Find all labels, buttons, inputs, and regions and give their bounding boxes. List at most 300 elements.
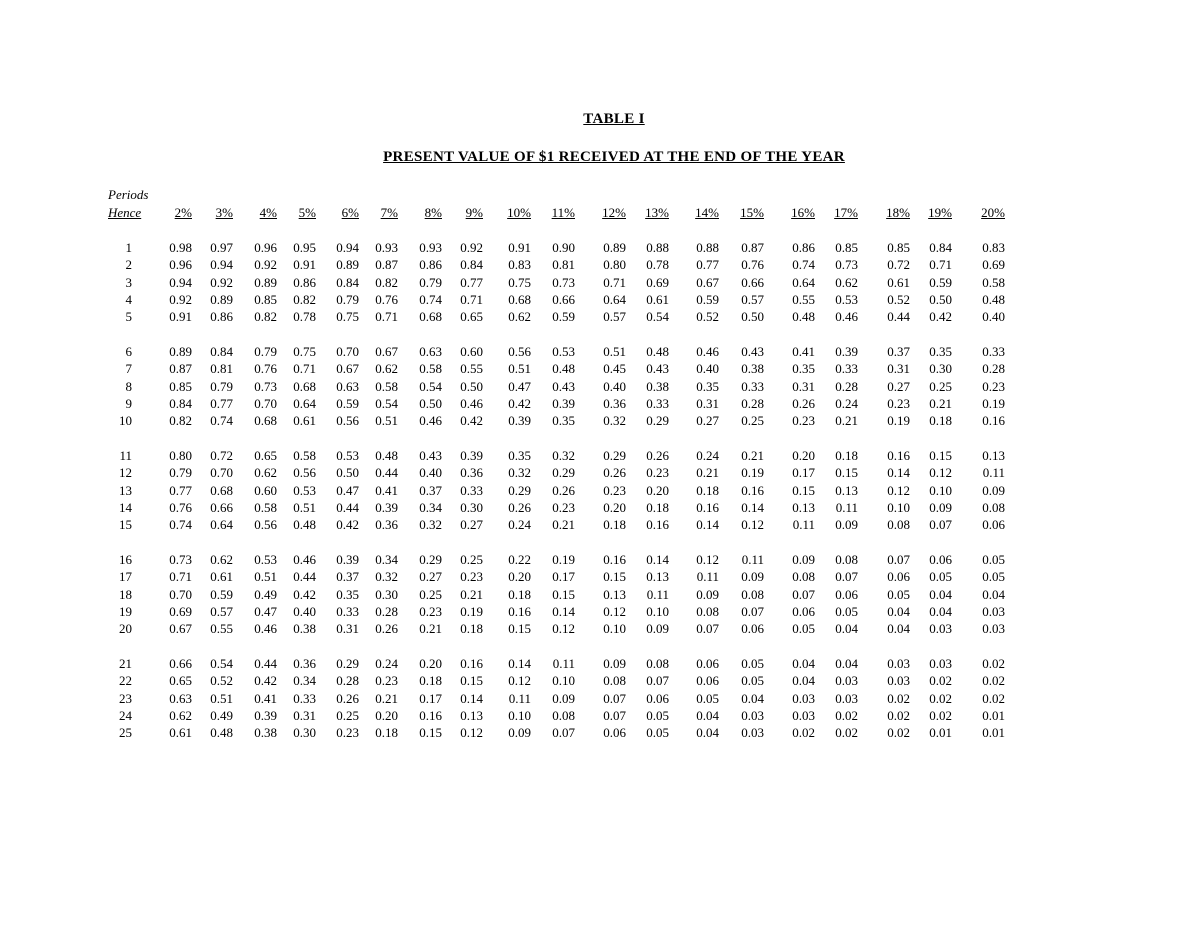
table-cell: 0.39	[508, 413, 531, 429]
table-cell: 0.04	[835, 621, 858, 637]
table-cell: 0.88	[646, 240, 669, 255]
table-cell: 0.04	[982, 586, 1005, 602]
table-cell: 0.57	[210, 603, 233, 619]
table-cell: 0.32	[508, 465, 531, 481]
table-cell: 0.39	[336, 552, 359, 567]
table-cell: 0.28	[982, 361, 1005, 377]
table-cell: 0.35	[336, 586, 359, 602]
period-number: 4	[125, 291, 132, 307]
table-cell: 0.80	[603, 257, 626, 273]
table-cell: 0.71	[169, 569, 192, 585]
table-cell: 0.58	[375, 378, 398, 394]
table-cell: 0.37	[419, 482, 442, 498]
table-cell: 0.43	[646, 361, 669, 377]
table-cell: 0.15	[603, 569, 626, 585]
period-number: 22	[119, 673, 132, 689]
table-cell: 0.07	[552, 725, 575, 741]
period-number: 16	[119, 552, 132, 567]
table-cell: 0.40	[419, 465, 442, 481]
table-cell: 0.21	[741, 448, 764, 463]
table-cell: 0.06	[603, 725, 626, 741]
table-cell: 0.75	[508, 274, 531, 290]
table-cell: 0.86	[792, 240, 815, 255]
table-cell: 0.16	[887, 448, 910, 463]
table-cell: 0.36	[460, 465, 483, 481]
table-cell: 0.68	[254, 413, 277, 429]
period-number: 18	[119, 586, 132, 602]
table-cell: 0.29	[603, 448, 626, 463]
table-cell: 0.65	[460, 309, 483, 325]
table-cell: 0.27	[419, 569, 442, 585]
table-cell: 0.03	[792, 690, 815, 706]
table-cell: 0.11	[741, 552, 764, 567]
period-number: 13	[119, 482, 132, 498]
period-number: 24	[119, 707, 132, 723]
table-cell: 0.10	[887, 499, 910, 515]
table-cell: 0.23	[336, 725, 359, 741]
table-cell: 0.26	[375, 621, 398, 637]
period-number: 23	[119, 690, 132, 706]
table-cell: 0.25	[336, 707, 359, 723]
table-cell: 0.18	[419, 673, 442, 689]
table-cell: 0.42	[254, 673, 277, 689]
table-cell: 0.89	[603, 240, 626, 255]
table-cell: 0.11	[646, 586, 669, 602]
table-cell: 0.82	[169, 413, 192, 429]
table-cell: 0.01	[929, 725, 952, 741]
table-cell: 0.87	[741, 240, 764, 255]
table-cell: 0.61	[210, 569, 233, 585]
table-cell: 0.57	[603, 309, 626, 325]
table-cell: 0.15	[835, 465, 858, 481]
table-cell: 0.43	[741, 344, 764, 359]
table-cell: 0.40	[293, 603, 316, 619]
table-cell: 0.14	[741, 499, 764, 515]
table-cell: 0.34	[419, 499, 442, 515]
table-cell: 0.26	[336, 690, 359, 706]
table-cell: 0.05	[646, 707, 669, 723]
table-cell: 0.84	[169, 395, 192, 411]
table-cell: 0.10	[646, 603, 669, 619]
table-cell: 0.01	[982, 725, 1005, 741]
table-cell: 0.50	[336, 465, 359, 481]
table-cell: 0.04	[696, 707, 719, 723]
table-cell: 0.09	[792, 552, 815, 567]
table-number: TABLE I	[583, 111, 645, 127]
table-cell: 0.16	[982, 413, 1005, 429]
table-cell: 0.02	[929, 707, 952, 723]
hence-header-label: Hence	[108, 205, 142, 220]
table-cell: 0.63	[336, 378, 359, 394]
table-cell: 0.37	[336, 569, 359, 585]
table-cell: 0.18	[929, 413, 952, 429]
table-cell: 0.85	[887, 240, 910, 255]
table-cell: 0.03	[792, 707, 815, 723]
table-cell: 0.04	[792, 673, 815, 689]
table-cell: 0.39	[552, 395, 575, 411]
table-cell: 0.85	[169, 378, 192, 394]
table-cell: 0.10	[603, 621, 626, 637]
table-cell: 0.89	[210, 291, 233, 307]
table-cell: 0.41	[254, 690, 277, 706]
table-cell: 0.58	[293, 448, 316, 463]
table-cell: 0.81	[210, 361, 233, 377]
table-cell: 0.59	[336, 395, 359, 411]
table-cell: 0.46	[419, 413, 442, 429]
table-cell: 0.22	[508, 552, 531, 567]
table-cell: 0.09	[929, 499, 952, 515]
table-cell: 0.26	[646, 448, 669, 463]
table-cell: 0.64	[210, 517, 233, 533]
table-cell: 0.31	[696, 395, 719, 411]
table-cell: 0.73	[835, 257, 858, 273]
table-cell: 0.30	[293, 725, 316, 741]
table-cell: 0.33	[293, 690, 316, 706]
table-cell: 0.78	[293, 309, 316, 325]
table-cell: 0.29	[552, 465, 575, 481]
table-cell: 0.02	[792, 725, 815, 741]
table-cell: 0.08	[603, 673, 626, 689]
table-cell: 0.57	[741, 291, 764, 307]
table-cell: 0.23	[982, 378, 1005, 394]
column-header-rate: 11%	[551, 205, 575, 220]
table-cell: 0.09	[508, 725, 531, 741]
table-cell: 0.68	[210, 482, 233, 498]
table-cell: 0.76	[169, 499, 192, 515]
column-header-rate: 17%	[834, 205, 858, 220]
column-header-rate: 7%	[380, 205, 398, 220]
table-cell: 0.07	[929, 517, 952, 533]
table-cell: 0.34	[293, 673, 316, 689]
table-cell: 0.16	[603, 552, 626, 567]
table-cell: 0.74	[419, 291, 442, 307]
table-cell: 0.03	[929, 656, 952, 671]
table-cell: 0.92	[460, 240, 483, 255]
table-cell: 0.39	[254, 707, 277, 723]
table-cell: 0.06	[792, 603, 815, 619]
table-cell: 0.82	[254, 309, 277, 325]
table-cell: 0.16	[419, 707, 442, 723]
table-cell: 0.19	[982, 395, 1005, 411]
table-cell: 0.11	[508, 690, 531, 706]
table-cell: 0.62	[254, 465, 277, 481]
table-cell: 0.61	[169, 725, 192, 741]
table-cell: 0.93	[419, 240, 442, 255]
table-cell: 0.52	[887, 291, 910, 307]
period-number: 6	[125, 344, 132, 359]
table-cell: 0.67	[375, 344, 398, 359]
table-cell: 0.69	[169, 603, 192, 619]
table-cell: 0.51	[254, 569, 277, 585]
table-cell: 0.09	[552, 690, 575, 706]
table-cell: 0.51	[508, 361, 531, 377]
table-cell: 0.14	[460, 690, 483, 706]
table-cell: 0.46	[835, 309, 858, 325]
table-cell: 0.03	[835, 690, 858, 706]
table-cell: 0.07	[603, 707, 626, 723]
table-cell: 0.03	[982, 603, 1005, 619]
table-cell: 0.06	[982, 517, 1005, 533]
table-cell: 0.55	[210, 621, 233, 637]
table-cell: 0.24	[696, 448, 719, 463]
table-cell: 0.28	[741, 395, 764, 411]
table-cell: 0.08	[552, 707, 575, 723]
table-cell: 0.80	[169, 448, 192, 463]
table-cell: 0.64	[792, 274, 815, 290]
table-cell: 0.31	[293, 707, 316, 723]
table-cell: 0.10	[508, 707, 531, 723]
table-cell: 0.37	[887, 344, 910, 359]
table-cell: 0.54	[375, 395, 398, 411]
table-cell: 0.50	[460, 378, 483, 394]
table-cell: 0.16	[741, 482, 764, 498]
table-cell: 0.16	[508, 603, 531, 619]
table-cell: 0.31	[887, 361, 910, 377]
table-cell: 0.51	[293, 499, 316, 515]
table-cell: 0.13	[603, 586, 626, 602]
table-cell: 0.26	[552, 482, 575, 498]
table-cell: 0.84	[929, 240, 952, 255]
table-cell: 0.06	[741, 621, 764, 637]
column-header-rate: 8%	[424, 205, 442, 220]
table-cell: 0.86	[293, 274, 316, 290]
table-cell: 0.18	[603, 517, 626, 533]
table-cell: 0.17	[552, 569, 575, 585]
table-cell: 0.36	[375, 517, 398, 533]
table-cell: 0.12	[508, 673, 531, 689]
table-cell: 0.79	[419, 274, 442, 290]
table-cell: 0.12	[552, 621, 575, 637]
table-cell: 0.03	[887, 673, 910, 689]
table-cell: 0.92	[169, 291, 192, 307]
table-cell: 0.76	[741, 257, 764, 273]
period-number: 21	[119, 656, 132, 671]
period-number: 15	[119, 517, 132, 533]
table-cell: 0.35	[929, 344, 952, 359]
table-cell: 0.01	[982, 707, 1005, 723]
table-cell: 0.46	[460, 395, 483, 411]
table-cell: 0.23	[552, 499, 575, 515]
table-cell: 0.09	[603, 656, 626, 671]
table-cell: 0.65	[169, 673, 192, 689]
table-cell: 0.38	[293, 621, 316, 637]
table-cell: 0.65	[254, 448, 277, 463]
table-cell: 0.02	[982, 673, 1005, 689]
table-cell: 0.53	[254, 552, 277, 567]
column-header-rate: 6%	[341, 205, 359, 220]
table-cell: 0.78	[646, 257, 669, 273]
table-cell: 0.56	[508, 344, 531, 359]
period-number: 20	[119, 621, 132, 637]
table-cell: 0.55	[460, 361, 483, 377]
table-cell: 0.17	[792, 465, 815, 481]
table-cell: 0.63	[169, 690, 192, 706]
period-number: 5	[125, 309, 132, 325]
table-cell: 0.94	[169, 274, 192, 290]
table-cell: 0.71	[929, 257, 952, 273]
table-cell: 0.08	[741, 586, 764, 602]
table-cell: 0.41	[375, 482, 398, 498]
table-cell: 0.02	[982, 690, 1005, 706]
table-cell: 0.84	[336, 274, 359, 290]
table-cell: 0.83	[508, 257, 531, 273]
table-cell: 0.21	[835, 413, 858, 429]
table-cell: 0.09	[835, 517, 858, 533]
table-cell: 0.21	[929, 395, 952, 411]
table-cell: 0.06	[887, 569, 910, 585]
table-cell: 0.48	[792, 309, 815, 325]
table-cell: 0.18	[835, 448, 858, 463]
table-cell: 0.53	[293, 482, 316, 498]
table-cell: 0.40	[603, 378, 626, 394]
table-cell: 0.20	[419, 656, 442, 671]
table-cell: 0.31	[792, 378, 815, 394]
table-cell: 0.77	[460, 274, 483, 290]
table-cell: 0.07	[696, 621, 719, 637]
table-cell: 0.32	[419, 517, 442, 533]
table-cell: 0.98	[169, 240, 192, 255]
table-cell: 0.72	[210, 448, 233, 463]
table-cell: 0.47	[508, 378, 531, 394]
column-header-rate: 16%	[791, 205, 815, 220]
table-cell: 0.56	[336, 413, 359, 429]
table-cell: 0.02	[835, 725, 858, 741]
table-cell: 0.51	[210, 690, 233, 706]
column-header-rate: 3%	[215, 205, 233, 220]
table-cell: 0.19	[552, 552, 575, 567]
table-cell: 0.16	[696, 499, 719, 515]
table-cell: 0.14	[646, 552, 669, 567]
table-cell: 0.55	[792, 291, 815, 307]
table-cell: 0.24	[508, 517, 531, 533]
table-cell: 0.29	[646, 413, 669, 429]
table-cell: 0.24	[835, 395, 858, 411]
table-cell: 0.15	[419, 725, 442, 741]
table-cell: 0.53	[552, 344, 575, 359]
table-cell: 0.67	[169, 621, 192, 637]
table-cell: 0.48	[375, 448, 398, 463]
table-cell: 0.13	[792, 499, 815, 515]
column-header-rate: 5%	[298, 205, 316, 220]
table-cell: 0.44	[336, 499, 359, 515]
table-cell: 0.71	[375, 309, 398, 325]
table-cell: 0.54	[646, 309, 669, 325]
table-cell: 0.23	[887, 395, 910, 411]
table-cell: 0.38	[254, 725, 277, 741]
table-cell: 0.29	[508, 482, 531, 498]
table-cell: 0.75	[336, 309, 359, 325]
table-cell: 0.66	[169, 656, 192, 671]
table-cell: 0.18	[696, 482, 719, 498]
table-cell: 0.46	[254, 621, 277, 637]
column-header-rate: 2%	[174, 205, 192, 220]
table-cell: 0.10	[929, 482, 952, 498]
table-cell: 0.23	[792, 413, 815, 429]
table-cell: 0.66	[552, 291, 575, 307]
table-cell: 0.70	[336, 344, 359, 359]
table-cell: 0.26	[603, 465, 626, 481]
table-cell: 0.89	[254, 274, 277, 290]
table-cell: 0.59	[929, 274, 952, 290]
table-cell: 0.21	[419, 621, 442, 637]
table-cell: 0.48	[552, 361, 575, 377]
table-cell: 0.05	[741, 673, 764, 689]
table-cell: 0.42	[508, 395, 531, 411]
table-cell: 0.35	[508, 448, 531, 463]
table-cell: 0.39	[460, 448, 483, 463]
table-cell: 0.33	[460, 482, 483, 498]
table-cell: 0.20	[508, 569, 531, 585]
table-cell: 0.35	[552, 413, 575, 429]
period-number: 17	[119, 569, 132, 585]
table-cell: 0.10	[552, 673, 575, 689]
table-cell: 0.62	[210, 552, 233, 567]
table-cell: 0.06	[696, 656, 719, 671]
table-cell: 0.92	[254, 257, 277, 273]
table-cell: 0.69	[982, 257, 1005, 273]
table-cell: 0.54	[419, 378, 442, 394]
table-cell: 0.81	[552, 257, 575, 273]
table-cell: 0.51	[603, 344, 626, 359]
table-cell: 0.04	[929, 586, 952, 602]
table-cell: 0.19	[741, 465, 764, 481]
table-cell: 0.05	[887, 586, 910, 602]
table-cell: 0.05	[792, 621, 815, 637]
table-cell: 0.47	[254, 603, 277, 619]
table-cell: 0.94	[336, 240, 359, 255]
table-cell: 0.83	[982, 240, 1005, 255]
table-cell: 0.28	[375, 603, 398, 619]
table-cell: 0.06	[929, 552, 952, 567]
table-cell: 0.31	[336, 621, 359, 637]
table-cell: 0.23	[375, 673, 398, 689]
table-cell: 0.19	[887, 413, 910, 429]
table-cell: 0.71	[460, 291, 483, 307]
table-cell: 0.61	[293, 413, 316, 429]
table-cell: 0.29	[419, 552, 442, 567]
table-cell: 0.12	[460, 725, 483, 741]
table-cell: 0.14	[552, 603, 575, 619]
table-cell: 0.05	[835, 603, 858, 619]
table-cell: 0.88	[696, 240, 719, 255]
table-cell: 0.17	[419, 690, 442, 706]
column-header-rate: 13%	[645, 205, 669, 220]
table-cell: 0.89	[336, 257, 359, 273]
table-cell: 0.87	[375, 257, 398, 273]
table-cell: 0.02	[929, 673, 952, 689]
table-cell: 0.08	[696, 603, 719, 619]
table-cell: 0.69	[646, 274, 669, 290]
table-cell: 0.20	[375, 707, 398, 723]
table-cell: 0.23	[419, 603, 442, 619]
table-cell: 0.25	[419, 586, 442, 602]
periods-header-label: Periods	[108, 187, 149, 202]
table-cell: 0.33	[835, 361, 858, 377]
table-cell: 0.04	[887, 603, 910, 619]
table-cell: 0.13	[835, 482, 858, 498]
table-cell: 0.74	[792, 257, 815, 273]
table-cell: 0.44	[254, 656, 277, 671]
table-cell: 0.28	[835, 378, 858, 394]
table-cell: 0.35	[792, 361, 815, 377]
table-cell: 0.50	[929, 291, 952, 307]
table-cell: 0.62	[508, 309, 531, 325]
table-cell: 0.84	[460, 257, 483, 273]
period-number: 1	[125, 240, 132, 255]
table-cell: 0.13	[460, 707, 483, 723]
table-cell: 0.72	[887, 257, 910, 273]
table-cell: 0.03	[741, 725, 764, 741]
